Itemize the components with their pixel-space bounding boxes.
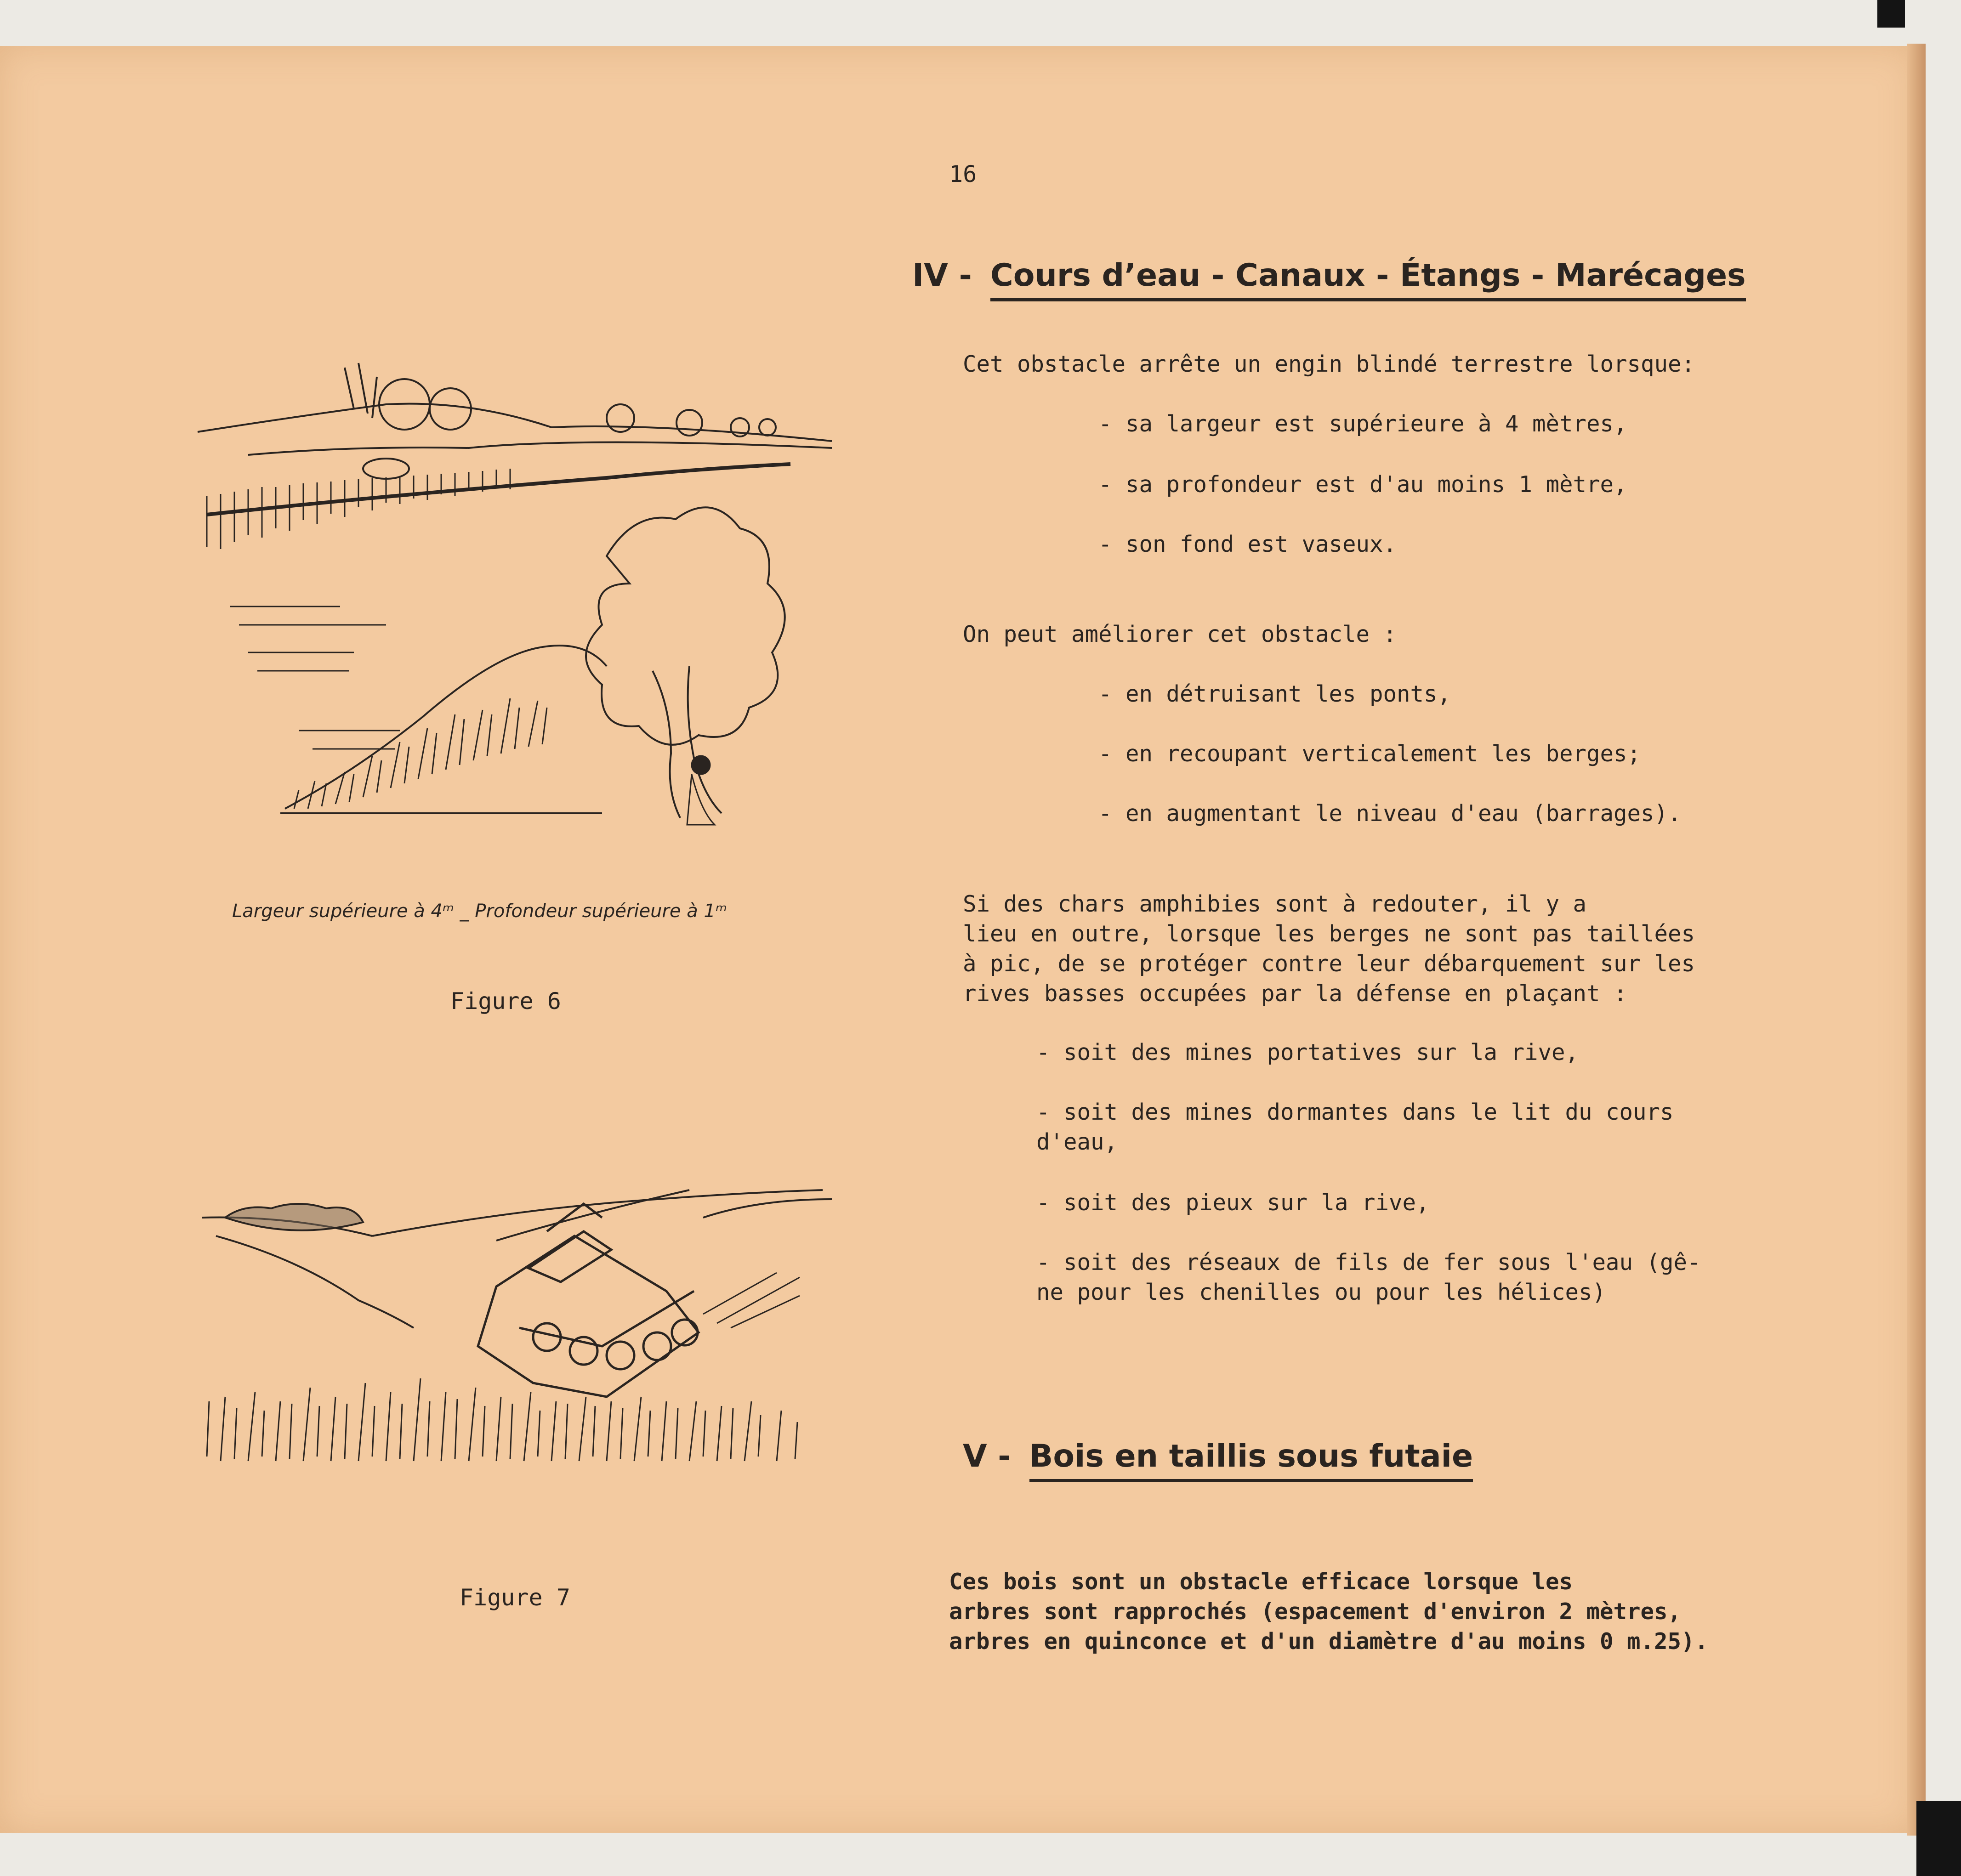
improvement-item: - en détruisant les ponts, bbox=[1098, 681, 1451, 707]
figure-7-sketch bbox=[198, 1176, 846, 1489]
section-v-title: Bois en taillis sous futaie bbox=[1029, 1438, 1473, 1482]
figure-6-label: Figure 6 bbox=[450, 988, 561, 1015]
figure-6-caption: Largeur supérieure à 4ᵐ _ Profondeur supérieure à 1ᵐ bbox=[232, 901, 727, 922]
measure-item: - soit des réseaux de fils de fer sous l'eau (gê- ne pour les chenilles ou pour les hélices) bbox=[1036, 1249, 1701, 1305]
condition-item: - sa largeur est supérieure à 4 mètres, bbox=[1098, 411, 1627, 437]
amphibious-paragraph: Si des chars amphibies sont à redouter, il y a lieu en outre, lorsque les berges ne sont pas taillées à pic, de se protéger contre leur débarquement sur les rives basses occupées par la défense en plaçant : bbox=[963, 891, 1695, 1007]
measure-item: - soit des pieux sur la rive, bbox=[1036, 1190, 1430, 1216]
binding-clip-top bbox=[1877, 0, 1905, 28]
section-iv-intro: Cet obstacle arrête un engin blindé terrestre lorsque: bbox=[963, 351, 1695, 377]
figure-6-sketch bbox=[193, 349, 846, 868]
section-iv-heading bbox=[912, 257, 1746, 294]
section-v-number: V - bbox=[963, 1438, 1011, 1474]
section-v-paragraph: Ces bois sont un obstacle efficace lorsque les arbres sont rapprochés (espacement d'environ 2 mètres, arbres en quinconce et d'un diamètre d'au moins 0 m.25). bbox=[949, 1569, 1709, 1655]
page-edge-right bbox=[1907, 44, 1926, 1836]
binding-clip-bottom bbox=[1916, 1801, 1961, 1876]
figure-7-label: Figure 7 bbox=[460, 1584, 570, 1611]
condition-item: - sa profondeur est d'au moins 1 mètre, bbox=[1098, 471, 1627, 498]
improvement-item: - en recoupant verticalement les berges; bbox=[1098, 741, 1641, 767]
section-v-heading bbox=[963, 1438, 1473, 1474]
condition-item: - son fond est vaseux. bbox=[1098, 531, 1397, 557]
page-number: 16 bbox=[949, 161, 977, 187]
measure-item: - soit des mines dormantes dans le lit du cours d'eau, bbox=[1036, 1099, 1674, 1155]
improve-intro: On peut améliorer cet obstacle : bbox=[963, 621, 1397, 647]
improvement-item: - en augmentant le niveau d'eau (barrages). bbox=[1098, 800, 1682, 827]
section-iv-title: Cours d’eau - Canaux - Étangs - Marécages bbox=[990, 257, 1746, 301]
measure-item: - soit des mines portatives sur la rive, bbox=[1036, 1039, 1579, 1066]
section-iv-number: IV - bbox=[912, 257, 972, 294]
